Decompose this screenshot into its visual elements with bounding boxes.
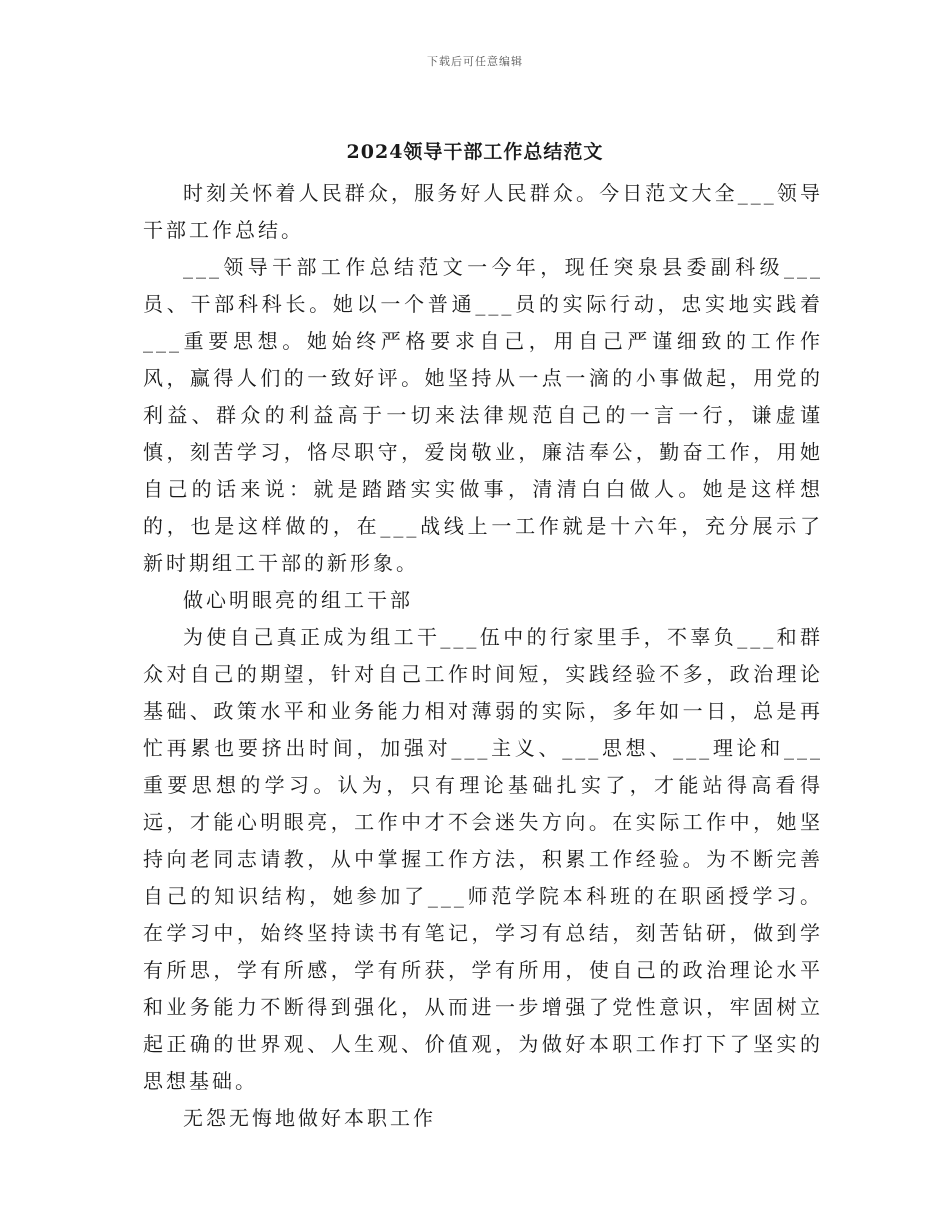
section-heading-duty: 无怨无悔地做好本职工作 <box>183 1106 436 1130</box>
document-title: 2024领导干部工作总结范文 <box>346 140 604 163</box>
section-heading-study: 做心明眼亮的组工干部 <box>183 588 413 612</box>
header-note: 下载后可任意编辑 <box>427 55 523 68</box>
paragraph-profile: ___领导干部工作总结范文一今年，现任突泉县委副科级___员、干部科科长。她以一个普通___员的实际行动，忠实地实践着___重要思想。她始终严格要求自己，用自己严谨细致的工作作风，赢得人们的一致好评。她坚持从一点一滴的小事做起，用党的利益、群众的利益高于一切来法律规范自己的一言一行，谦虚谨慎，刻苦学习，恪尽职守，爱岗敬业，廉洁奉公，勤奋工作，用她自己的话来说：就是踏踏实实做事，清清白白做人。她是这样想的，也是这样做的，在___战线上一工作就是十六年，充分展示了新时期组工干部的新形象。 <box>143 255 823 575</box>
paragraph-intro: 时刻关怀着人民群众，服务好人民群众。今日范文大全___领导干部工作总结。 <box>143 181 823 242</box>
document-body <box>143 175 823 1137</box>
paragraph-study: 为使自己真正成为组工干___伍中的行家里手，不辜负___和群众对自己的期望，针对自己工作时间短，实践经验不多，政治理论基础、政策水平和业务能力相对薄弱的实际，多年如一日，总是再忙再累也要挤出时间，加强对___主义、___思想、___理论和___重要思想的学习。认为，只有理论基础扎实了，才能站得高看得远，才能心明眼亮，工作中才不会迷失方向。在实际工作中，她坚持向老同志请教，从中掌握工作方法，积累工作经验。为不断完善自己的知识结构，她参加了___师范学院本科班的在职函授学习。在学习中，始终坚持读书有笔记，学习有总结，刻苦钻研，做到学有所思，学有所感，学有所获，学有所用，使自己的政治理论水平和业务能力不断得到强化，从而进一步增强了党性意识，牢固树立起正确的世界观、人生观、价值观，为做好本职工作打下了坚实的思想基础。 <box>143 625 823 1093</box>
